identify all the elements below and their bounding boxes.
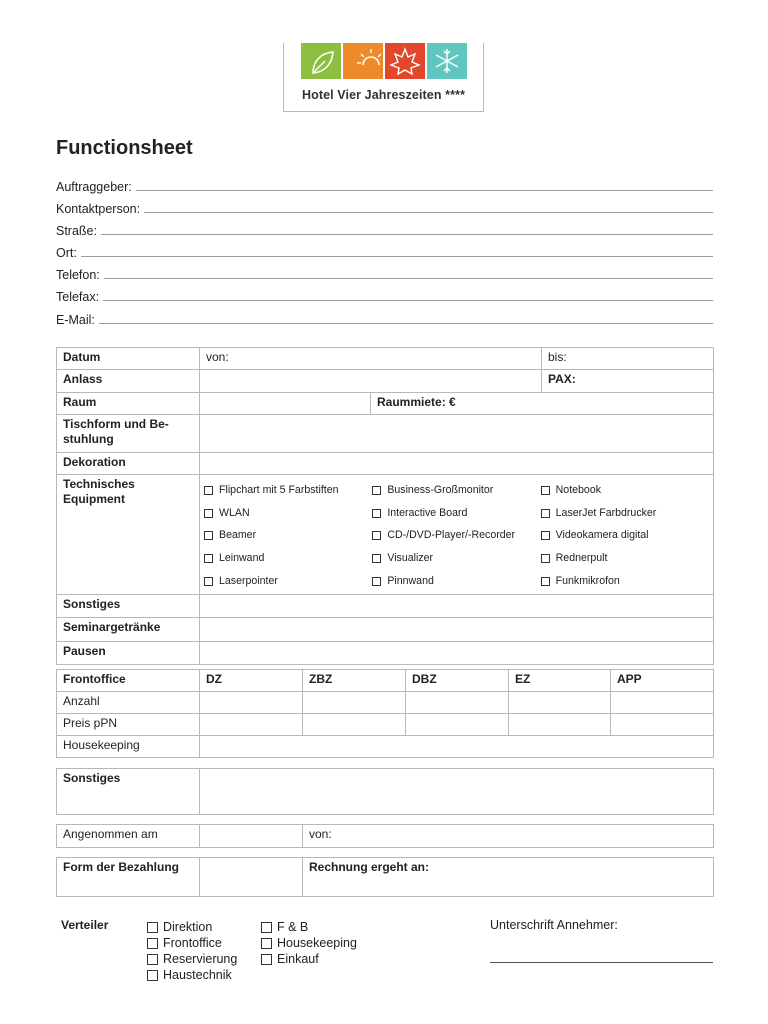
equipment-checkbox[interactable] (204, 502, 372, 525)
equipment-checkbox[interactable] (372, 570, 540, 593)
checkbox-icon[interactable] (372, 554, 381, 563)
page-title: Functionsheet (56, 137, 193, 159)
equipment-checkbox[interactable] (541, 502, 709, 525)
checkbox-icon[interactable] (541, 486, 550, 495)
snowflake-icon (427, 43, 467, 79)
checkbox-label: Direktion (163, 920, 213, 934)
checkbox-icon[interactable] (204, 486, 213, 495)
checkbox-icon[interactable] (147, 970, 158, 981)
checkbox-label: Haustechnik (163, 968, 232, 982)
angenommen-label: Angenommen am (57, 825, 200, 848)
checkbox-label: F & B (277, 920, 309, 934)
field-line[interactable] (103, 299, 713, 301)
checkbox-label: WLAN (219, 506, 250, 519)
checkbox-icon[interactable] (147, 922, 158, 933)
field-telefon[interactable] (56, 264, 713, 282)
angenommen-von-cell[interactable] (303, 825, 714, 848)
checkbox-label: Frontoffice (163, 936, 222, 950)
field-label: Ort: (56, 246, 77, 260)
checkbox-icon[interactable] (372, 486, 381, 495)
raum-cell[interactable] (200, 393, 371, 415)
raum-label: Raum (57, 393, 200, 415)
checkbox-label: Pinnwand (387, 575, 434, 588)
column-header: APP (611, 670, 714, 692)
housekeeping-cell[interactable] (200, 736, 714, 758)
equipment-checkbox[interactable] (541, 570, 709, 593)
table-cell[interactable] (303, 714, 406, 736)
sonstiges-table (56, 768, 714, 815)
rechnung-cell[interactable] (303, 858, 714, 897)
checkbox-label: Business-Großmonitor (387, 483, 494, 496)
checkbox-label: Funkmikrofon (555, 575, 620, 588)
checkbox-label: Laserpointer (219, 575, 278, 588)
datum-von-cell[interactable] (200, 348, 542, 370)
field-line[interactable] (101, 233, 713, 235)
field-label: Telefon: (56, 268, 100, 282)
checkbox-icon[interactable] (372, 509, 381, 518)
verteiler-checkbox[interactable] (261, 935, 357, 951)
checkbox-label: Beamer (219, 529, 257, 542)
column-header: DZ (200, 670, 303, 692)
checkbox-label: LaserJet Farbdrucker (555, 506, 657, 519)
equipment-checkbox[interactable] (372, 547, 540, 570)
checkbox-label: Notebook (555, 483, 602, 496)
anlass-cell[interactable] (200, 370, 542, 393)
field-line[interactable] (99, 322, 713, 324)
checkbox-icon[interactable] (261, 922, 272, 933)
sonstiges2-cell[interactable] (200, 769, 714, 815)
table-cell[interactable] (200, 714, 303, 736)
angenommen-table (56, 824, 714, 848)
checkbox-icon[interactable] (372, 577, 381, 586)
checkbox-icon[interactable] (541, 577, 550, 586)
frontoffice-header: Frontoffice (57, 670, 200, 692)
equipment-cell (200, 475, 714, 595)
equipment-column (541, 479, 709, 593)
checkbox-label: Reservierung (163, 952, 238, 966)
checkbox-icon[interactable] (147, 954, 158, 965)
checkbox-icon[interactable] (204, 531, 213, 540)
checkbox-icon[interactable] (204, 554, 213, 563)
von-label: von: (309, 827, 332, 841)
table-cell[interactable] (611, 714, 714, 736)
checkbox-icon[interactable] (372, 531, 381, 540)
checkbox-icon[interactable] (261, 954, 272, 965)
field-line[interactable] (144, 211, 713, 213)
equipment-checkbox[interactable] (372, 525, 540, 548)
angenommen-cell[interactable] (200, 825, 303, 848)
table-cell[interactable] (303, 692, 406, 714)
leaf-icon (301, 43, 341, 79)
verteiler-checkbox[interactable] (147, 919, 237, 935)
equipment-checkbox[interactable] (204, 547, 372, 570)
checkbox-icon[interactable] (541, 531, 550, 540)
verteiler-label: Verteiler (61, 918, 109, 932)
bis-label: bis: (548, 350, 567, 364)
datum-bis-cell[interactable] (542, 348, 714, 370)
checkbox-label: Leinwand (219, 552, 265, 565)
raummiete-cell[interactable] (371, 393, 714, 415)
maple-leaf-icon (385, 43, 425, 79)
checkbox-icon[interactable] (541, 509, 550, 518)
table-cell[interactable] (611, 692, 714, 714)
field-line[interactable] (136, 189, 713, 191)
checkbox-label: Einkauf (277, 952, 319, 966)
verteiler-column (261, 919, 357, 967)
equipment-checkbox[interactable] (372, 479, 540, 502)
equipment-checkbox[interactable] (541, 547, 709, 570)
sun-icon (343, 43, 383, 79)
checkbox-label: Visualizer (387, 552, 434, 565)
field-ort[interactable] (56, 242, 713, 260)
field-label: Auftraggeber: (56, 180, 132, 194)
tischform-label: Tischform und Be-stuhlung (57, 415, 200, 453)
seminargetraenke-cell[interactable] (200, 617, 714, 641)
raummiete-label: Raummiete: € (377, 395, 456, 409)
table-cell[interactable] (406, 714, 509, 736)
table-cell[interactable] (200, 692, 303, 714)
pax-label: PAX: (548, 372, 576, 386)
verteiler-column (147, 919, 237, 983)
anlass-label: Anlass (57, 370, 200, 393)
rechnung-label: Rechnung ergeht an: (309, 860, 430, 874)
checkbox-label: CD-/DVD-Player/-Recorder (387, 529, 516, 542)
von-label: von: (206, 350, 229, 364)
sonstiges2-label: Sonstiges (57, 769, 200, 815)
checkbox-icon[interactable] (204, 577, 213, 586)
verteiler-checkbox[interactable] (147, 951, 237, 967)
pausen-label: Pausen (57, 641, 200, 664)
equipment-checkbox[interactable] (204, 479, 372, 502)
checkbox-label: Interactive Board (387, 506, 468, 519)
column-header: EZ (509, 670, 611, 692)
row-label-preis: Preis pPN (57, 714, 200, 736)
field-label: E-Mail: (56, 313, 95, 327)
equipment-column (372, 479, 540, 593)
field-strasse[interactable] (56, 220, 713, 238)
verteiler-section (56, 918, 713, 988)
checkbox-label: Flipchart mit 5 Farbstiften (219, 483, 339, 496)
checkbox-label: Videokamera digital (555, 529, 649, 542)
tischform-cell[interactable] (200, 415, 714, 453)
field-line[interactable] (104, 277, 713, 279)
datum-label: Datum (57, 348, 200, 370)
checkbox-icon[interactable] (261, 938, 272, 949)
hotel-logo (283, 43, 484, 112)
dekoration-cell[interactable] (200, 453, 714, 475)
dekoration-label: Dekoration (57, 453, 200, 475)
field-telefax[interactable] (56, 286, 713, 304)
verteiler-checkbox[interactable] (147, 935, 237, 951)
column-header: ZBZ (303, 670, 406, 692)
frontoffice-table (56, 669, 714, 758)
seminargetraenke-label: Seminargetränke (57, 617, 200, 641)
table-cell[interactable] (509, 714, 611, 736)
event-table (56, 347, 714, 665)
hotel-name: Hotel Vier Jahreszeiten **** (301, 88, 466, 102)
checkbox-icon[interactable] (204, 509, 213, 518)
column-header: DBZ (406, 670, 509, 692)
pax-cell[interactable] (542, 370, 714, 393)
sonstiges-label: Sonstiges (57, 594, 200, 617)
table-cell[interactable] (509, 692, 611, 714)
verteiler-checkbox[interactable] (261, 951, 357, 967)
bezahlung-label: Form der Bezahlung (57, 858, 200, 897)
signature-line[interactable] (490, 962, 713, 963)
equipment-checkbox[interactable] (204, 525, 372, 548)
verteiler-checkbox[interactable] (147, 967, 237, 983)
equipment-column (204, 479, 372, 593)
field-line[interactable] (81, 255, 713, 257)
checkbox-label: Rednerpult (555, 552, 608, 565)
row-label-housekeeping: Housekeeping (57, 736, 200, 758)
pausen-cell[interactable] (200, 641, 714, 664)
equipment-checkbox[interactable] (204, 570, 372, 593)
field-email[interactable] (56, 309, 713, 327)
field-label: Straße: (56, 224, 97, 238)
bezahlung-cell[interactable] (200, 858, 303, 897)
field-kontaktperson[interactable] (56, 198, 713, 216)
checkbox-icon[interactable] (541, 554, 550, 563)
field-label: Kontaktperson: (56, 202, 141, 216)
row-label-anzahl: Anzahl (57, 692, 200, 714)
sonstiges-cell[interactable] (200, 594, 714, 617)
verteiler-checkbox[interactable] (261, 919, 357, 935)
checkbox-icon[interactable] (147, 938, 158, 949)
table-cell[interactable] (406, 692, 509, 714)
equipment-checkbox[interactable] (541, 525, 709, 548)
bezahlung-table (56, 857, 714, 897)
field-auftraggeber[interactable] (56, 176, 713, 194)
field-label: Telefax: (56, 290, 100, 304)
equipment-checkbox[interactable] (372, 502, 540, 525)
equipment-label: Technisches Equipment (57, 475, 200, 595)
signature-label: Unterschrift Annehmer: (490, 918, 618, 932)
equipment-checkbox[interactable] (541, 479, 709, 502)
checkbox-label: Housekeeping (277, 936, 357, 950)
